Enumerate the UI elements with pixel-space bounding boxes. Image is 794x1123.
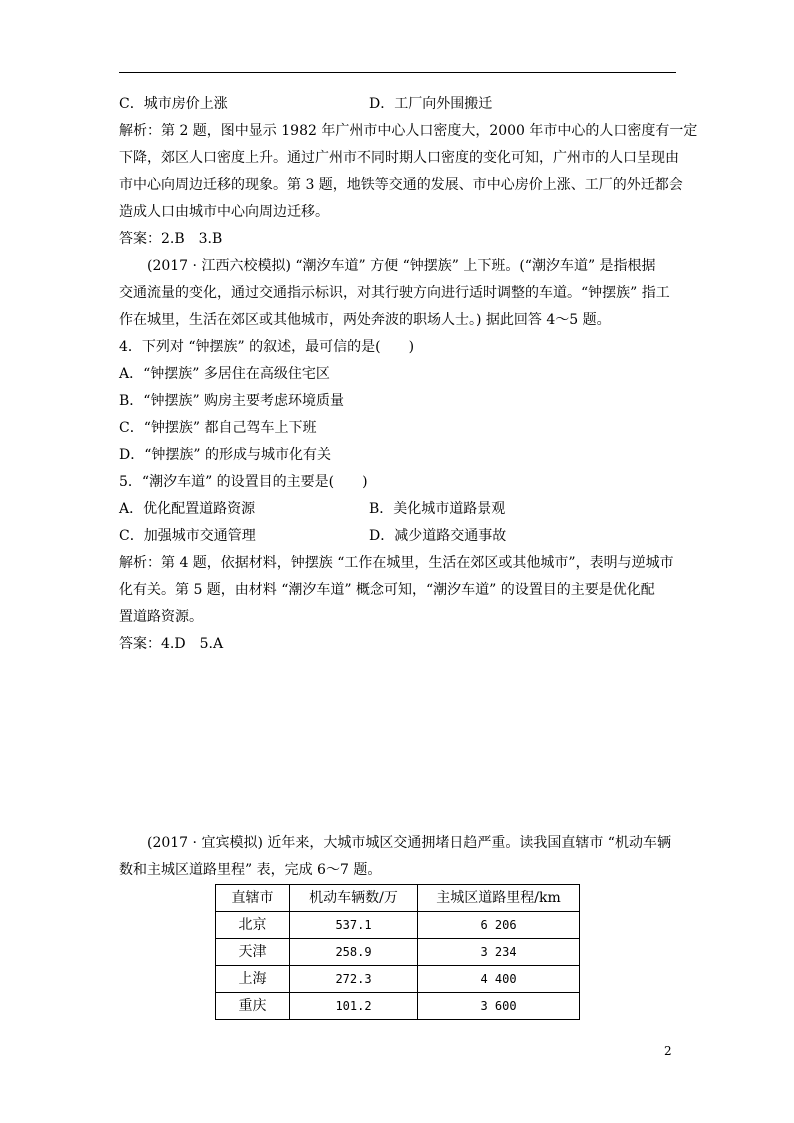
table-row	[216, 993, 580, 1020]
question-5-options-row1	[119, 496, 676, 523]
option-d-prev: D．工厂向外围搬迁	[369, 96, 493, 112]
page-body	[119, 91, 698, 658]
analysis1-line2: 下降，郊区人口密度上升。通过广州市不同时期人口密度的变化可知，广州市的人口呈现由	[119, 150, 679, 166]
table-row	[216, 939, 580, 966]
table-header-road-length: 主城区道路里程/km	[418, 885, 580, 912]
analysis2-line1: 解析：第 4 题，依据材料，钟摆族 “工作在城里，生活在郊区或其他城市”，表明与逆城市	[119, 555, 674, 571]
analysis1-line3: 市中心向周边迁移的现象。第 3 题，地铁等交通的发展、市中心房价上涨、工厂的外迁都会	[119, 177, 683, 193]
table-cell-road-length: 3 600	[418, 993, 580, 1020]
table-cell-vehicles: 537.1	[290, 912, 418, 939]
material-line1: (2017 · 江西六校模拟) “潮汐车道” 方便 “钟摆族” 上下班。(“潮汐车道” 是指根据	[147, 258, 656, 274]
header-rule	[119, 72, 676, 73]
page-number: 2	[664, 1044, 672, 1058]
table-row	[216, 966, 580, 993]
table-cell-vehicles: 101.2	[290, 993, 418, 1020]
question-4-option-d: D．“钟摆族” 的形成与城市化有关	[119, 447, 331, 463]
material2	[119, 830, 676, 884]
table-cell-city: 重庆	[216, 993, 290, 1020]
material2-line2: 数和主城区道路里程” 表，完成 6～7 题。	[119, 862, 382, 878]
question-5: 5．“潮汐车道” 的设置目的主要是( )	[119, 474, 368, 490]
question-4: 4．下列对 “钟摆族” 的叙述，最可信的是( )	[119, 339, 415, 355]
question-5-options-row2	[119, 523, 676, 550]
analysis2-line3: 置道路资源。	[119, 609, 203, 625]
table-cell-city: 北京	[216, 912, 290, 939]
option-c-prev: C．城市房价上涨	[119, 96, 228, 112]
table-cell-road-length: 4 400	[418, 966, 580, 993]
question-4-option-c: C．“钟摆族” 都自己驾车上下班	[119, 420, 317, 436]
question-4-option-a: A．“钟摆族” 多居住在高级住宅区	[119, 366, 330, 382]
prev-options-row	[119, 91, 676, 118]
question-5-option-b: B．美化城市道路景观	[369, 501, 506, 517]
question-5-option-c: C．加强城市交通管理	[119, 528, 256, 544]
table-cell-road-length: 3 234	[418, 939, 580, 966]
vehicle-road-table	[215, 884, 580, 1020]
answer1: 答案：2.B 3.B	[119, 231, 223, 247]
analysis1-line4: 造成人口由城市中心向周边迁移。	[119, 204, 329, 220]
analysis2-line2: 化有关。第 5 题，由材料 “潮汐车道” 概念可知，“潮汐车道” 的设置目的主要是优化配	[119, 582, 655, 598]
table-cell-vehicles: 258.9	[290, 939, 418, 966]
table-header-row	[216, 885, 580, 912]
table-header-vehicles: 机动车辆数/万	[290, 885, 418, 912]
table-cell-city: 上海	[216, 966, 290, 993]
question-5-option-a: A．优化配置道路资源	[119, 501, 256, 517]
question-5-option-d: D．减少道路交通事故	[369, 528, 507, 544]
table-cell-road-length: 6 206	[418, 912, 580, 939]
answer2: 答案：4.D 5.A	[119, 636, 224, 652]
table-cell-vehicles: 272.3	[290, 966, 418, 993]
table-row	[216, 912, 580, 939]
table-cell-city: 天津	[216, 939, 290, 966]
question-4-option-b: B．“钟摆族” 购房主要考虑环境质量	[119, 393, 345, 409]
material-line3: 作在城里，生活在郊区或其他城市，两处奔波的职场人士。) 据此回答 4～5 题。	[119, 312, 611, 328]
analysis1-line1: 解析：第 2 题，图中显示 1982 年广州市中心人口密度大，2000 年市中心的人口密度有一定	[119, 123, 698, 139]
material-line2: 交通流量的变化，通过交通指示标识，对其行驶方向进行适时调整的车道。“钟摆族” 指工	[119, 285, 670, 301]
material2-line1: (2017 · 宜宾模拟) 近年来，大城市城区交通拥堵日趋严重。读我国直辖市 “机动车辆	[147, 835, 671, 851]
table-header-city: 直辖市	[216, 885, 290, 912]
